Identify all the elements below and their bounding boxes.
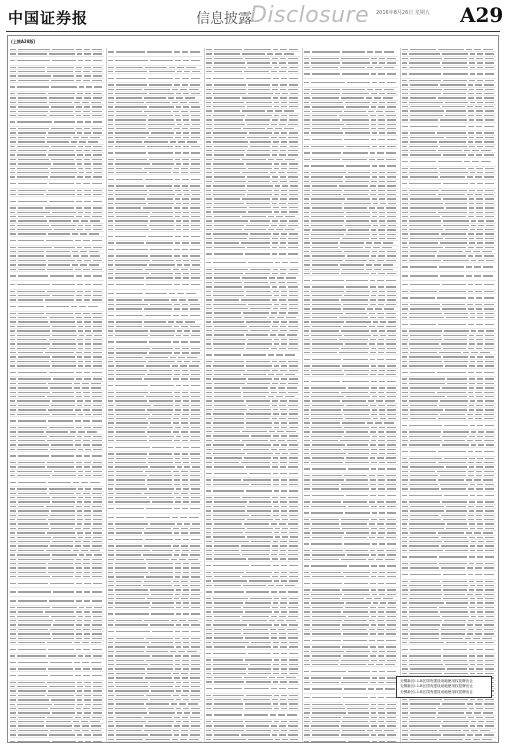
table-row bbox=[108, 628, 202, 637]
table-column bbox=[206, 48, 300, 742]
table-row bbox=[10, 180, 104, 189]
table-row bbox=[206, 711, 300, 720]
page-number: A29 bbox=[460, 3, 504, 27]
column-divider bbox=[204, 48, 205, 742]
table-row bbox=[10, 597, 104, 606]
table-row bbox=[10, 417, 104, 426]
table-row bbox=[304, 149, 398, 158]
table-row bbox=[304, 562, 398, 571]
table-row bbox=[108, 505, 202, 514]
table-row bbox=[304, 738, 398, 742]
table-row bbox=[206, 250, 300, 259]
table-row bbox=[402, 272, 496, 281]
table-row bbox=[304, 637, 398, 646]
table-row bbox=[402, 281, 496, 290]
table-row bbox=[402, 70, 496, 79]
column-divider bbox=[302, 48, 303, 742]
notice-line: 无锡新区I-1-B区国有建设用地使用权挂牌出让 bbox=[400, 679, 473, 683]
table-row bbox=[402, 263, 496, 272]
table-column bbox=[402, 48, 496, 742]
column-divider bbox=[400, 48, 401, 742]
table-row bbox=[304, 540, 398, 549]
table-row bbox=[304, 162, 398, 171]
table-row bbox=[206, 650, 300, 659]
table-row bbox=[108, 312, 202, 321]
column-divider bbox=[106, 48, 107, 742]
table-row bbox=[402, 421, 496, 430]
table-row bbox=[108, 175, 202, 184]
notice-line: 无锡新区I-1-B区国有建设用地使用权挂牌出让 bbox=[400, 689, 473, 694]
table-row bbox=[10, 118, 104, 127]
table-row bbox=[108, 74, 202, 83]
table-row bbox=[10, 281, 104, 290]
table-row bbox=[10, 738, 104, 742]
table-row bbox=[304, 355, 398, 364]
table-row bbox=[10, 83, 104, 92]
table-row bbox=[10, 672, 104, 681]
table-heading: (上接A28版) bbox=[11, 39, 36, 44]
table-row bbox=[304, 667, 398, 676]
table-row bbox=[304, 70, 398, 79]
table-row bbox=[304, 79, 398, 88]
table-row bbox=[108, 536, 202, 545]
table-row bbox=[402, 448, 496, 457]
section-title-cn: 信息披露 bbox=[196, 11, 252, 27]
table-row bbox=[10, 303, 104, 312]
table-row bbox=[108, 290, 202, 299]
table-row bbox=[10, 369, 104, 378]
table-row bbox=[206, 470, 300, 479]
disclosure-table bbox=[7, 35, 499, 743]
header-rule bbox=[6, 31, 500, 32]
table-row bbox=[10, 272, 104, 281]
table-row bbox=[108, 514, 202, 523]
table-row bbox=[304, 694, 398, 703]
table-row bbox=[108, 57, 202, 66]
table-row bbox=[206, 74, 300, 83]
table-row bbox=[10, 645, 104, 654]
table-row bbox=[10, 588, 104, 597]
table-row bbox=[402, 320, 496, 329]
table-row bbox=[108, 149, 202, 158]
table-row bbox=[304, 136, 398, 145]
table-row bbox=[304, 377, 398, 386]
table-row bbox=[402, 553, 496, 562]
table-row bbox=[304, 276, 398, 285]
table-row bbox=[402, 571, 496, 580]
table-row bbox=[304, 509, 398, 518]
table-row bbox=[108, 232, 202, 241]
table-row bbox=[108, 246, 202, 255]
section-title-en: Disclosure bbox=[250, 3, 370, 28]
table-row bbox=[304, 48, 398, 57]
table-row bbox=[10, 452, 104, 461]
table-column bbox=[108, 48, 202, 742]
table-row bbox=[206, 487, 300, 496]
table-row bbox=[10, 579, 104, 588]
notice-line: 无锡新区I-1-B区国有建设用地使用权挂牌出让 bbox=[400, 684, 473, 689]
table-row bbox=[108, 382, 202, 391]
table-column bbox=[10, 48, 104, 742]
table-row bbox=[10, 659, 104, 668]
table-row bbox=[402, 294, 496, 303]
table-row bbox=[206, 588, 300, 597]
table-row bbox=[206, 562, 300, 571]
paper-name: 中国证券报 bbox=[8, 9, 89, 27]
issue-date: 2016年8月26日 星期五 bbox=[376, 10, 430, 16]
table-row bbox=[10, 197, 104, 206]
table-row bbox=[402, 645, 496, 654]
table-row bbox=[402, 180, 496, 189]
table-row bbox=[304, 579, 398, 588]
table-row bbox=[108, 338, 202, 347]
table-row bbox=[402, 123, 496, 132]
notice-box bbox=[396, 676, 492, 698]
table-column bbox=[304, 48, 398, 742]
table-row bbox=[108, 48, 202, 57]
masthead bbox=[0, 0, 506, 30]
table-row bbox=[402, 158, 496, 167]
table-row bbox=[10, 57, 104, 66]
table-row bbox=[402, 369, 496, 378]
table-row bbox=[206, 259, 300, 268]
table-row bbox=[10, 478, 104, 487]
table-row bbox=[402, 492, 496, 501]
table-row bbox=[206, 685, 300, 694]
table-row bbox=[206, 351, 300, 360]
table-row bbox=[10, 237, 104, 246]
table-row bbox=[108, 443, 202, 452]
table-row bbox=[304, 685, 398, 694]
table-row bbox=[108, 610, 202, 619]
table-row bbox=[304, 465, 398, 474]
table-row bbox=[304, 492, 398, 501]
table-row bbox=[108, 281, 202, 290]
